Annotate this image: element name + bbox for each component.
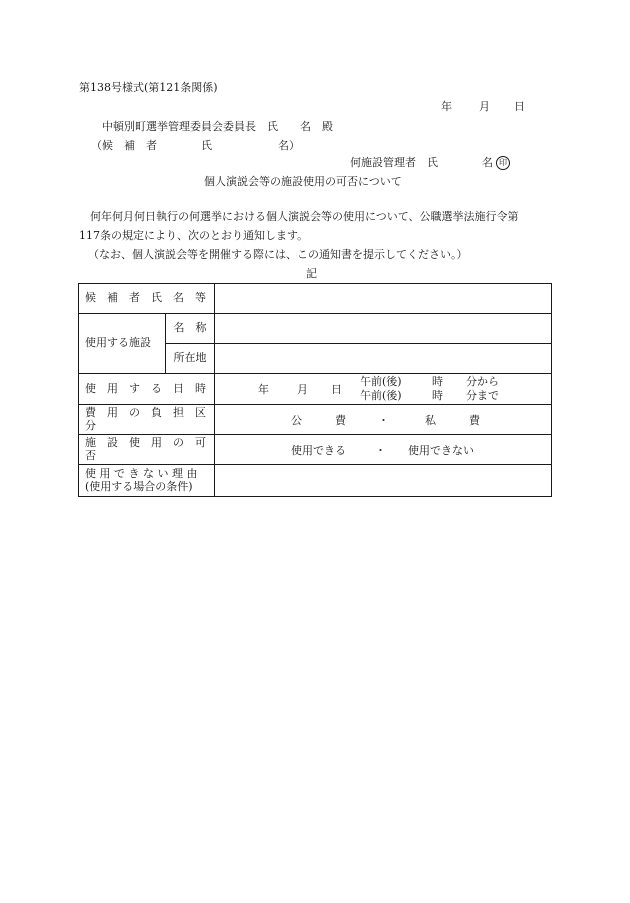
row-permission <box>79 435 552 465</box>
dt-hour-to: 時 <box>432 389 443 402</box>
dt-month: 月 <box>297 383 308 396</box>
reason-label-line-1: 使 用 で き な い 理 由 <box>85 466 198 480</box>
dt-ampm-to: 午前(後) <box>360 389 402 402</box>
row-facility-name <box>79 314 552 344</box>
dt-day: 日 <box>331 383 342 396</box>
permission-value <box>215 435 552 465</box>
candidate-line: （候 補 者 氏 名） <box>91 139 300 152</box>
cost-private: 私 費 <box>425 414 480 427</box>
permission-label: 施 設 使 用 の 可 否 <box>79 435 215 465</box>
ki-heading: 記 <box>306 267 317 280</box>
permission-yes: 使用できる <box>291 444 346 457</box>
facility-name-value <box>215 314 552 344</box>
cost-value <box>215 405 552 435</box>
cost-label: 費 用 の 負 担 区 分 <box>79 405 215 435</box>
usage-datetime-label: 使 用 す る 日 時 <box>79 374 215 405</box>
date-day: 日 <box>514 100 525 113</box>
reason-label-line-2: (使用する場合の条件) <box>85 479 193 493</box>
date-year: 年 <box>441 100 452 113</box>
dt-minute-to: 分まで <box>466 389 499 402</box>
row-reason <box>79 465 552 497</box>
permission-separator: ・ <box>375 444 386 457</box>
body-line-2: 117条の規定により、次のとおり通知します。 <box>79 229 309 242</box>
dt-year: 年 <box>258 383 269 396</box>
facility-location-value <box>215 344 552 374</box>
reason-value <box>215 465 552 497</box>
manager-label: 何施設管理者 氏 名 <box>350 156 493 169</box>
form-number: 第138号様式(第121条関係) <box>79 81 218 94</box>
addressee: 中頓別町選挙管理委員会委員長 氏 名 殿 <box>102 120 333 133</box>
body-line-3: （なお、個人演説会等を開催する際には、この通知書を提示してください。） <box>88 248 468 261</box>
seal-icon: 印 <box>496 156 510 170</box>
permission-no: 使用できない <box>408 444 474 457</box>
cost-public: 公 費 <box>291 414 346 427</box>
date-month: 月 <box>479 100 490 113</box>
facility-name-label: 名 称 <box>166 314 215 344</box>
candidate-name-value <box>215 284 552 314</box>
subject: 個人演説会等の施設使用の可否について <box>204 175 402 188</box>
dt-minute-from: 分から <box>466 375 499 388</box>
row-cost <box>79 405 552 435</box>
reason-label <box>79 465 215 497</box>
dt-ampm-from: 午前(後) <box>360 375 402 388</box>
notification-table <box>78 283 552 497</box>
body-line-1: 何年何月何日執行の何選挙における個人演説会等の使用について、公職選挙法施行令第 <box>90 210 519 223</box>
row-candidate <box>79 284 552 314</box>
cost-separator: ・ <box>378 414 389 427</box>
manager-line <box>350 156 510 170</box>
candidate-name-label: 候 補 者 氏 名 等 <box>79 284 215 314</box>
usage-datetime-value <box>215 374 552 405</box>
facility-location-label: 所在地 <box>166 344 215 374</box>
row-datetime <box>79 374 552 405</box>
facility-label: 使用する施設 <box>79 314 166 374</box>
dt-hour-from: 時 <box>432 375 443 388</box>
